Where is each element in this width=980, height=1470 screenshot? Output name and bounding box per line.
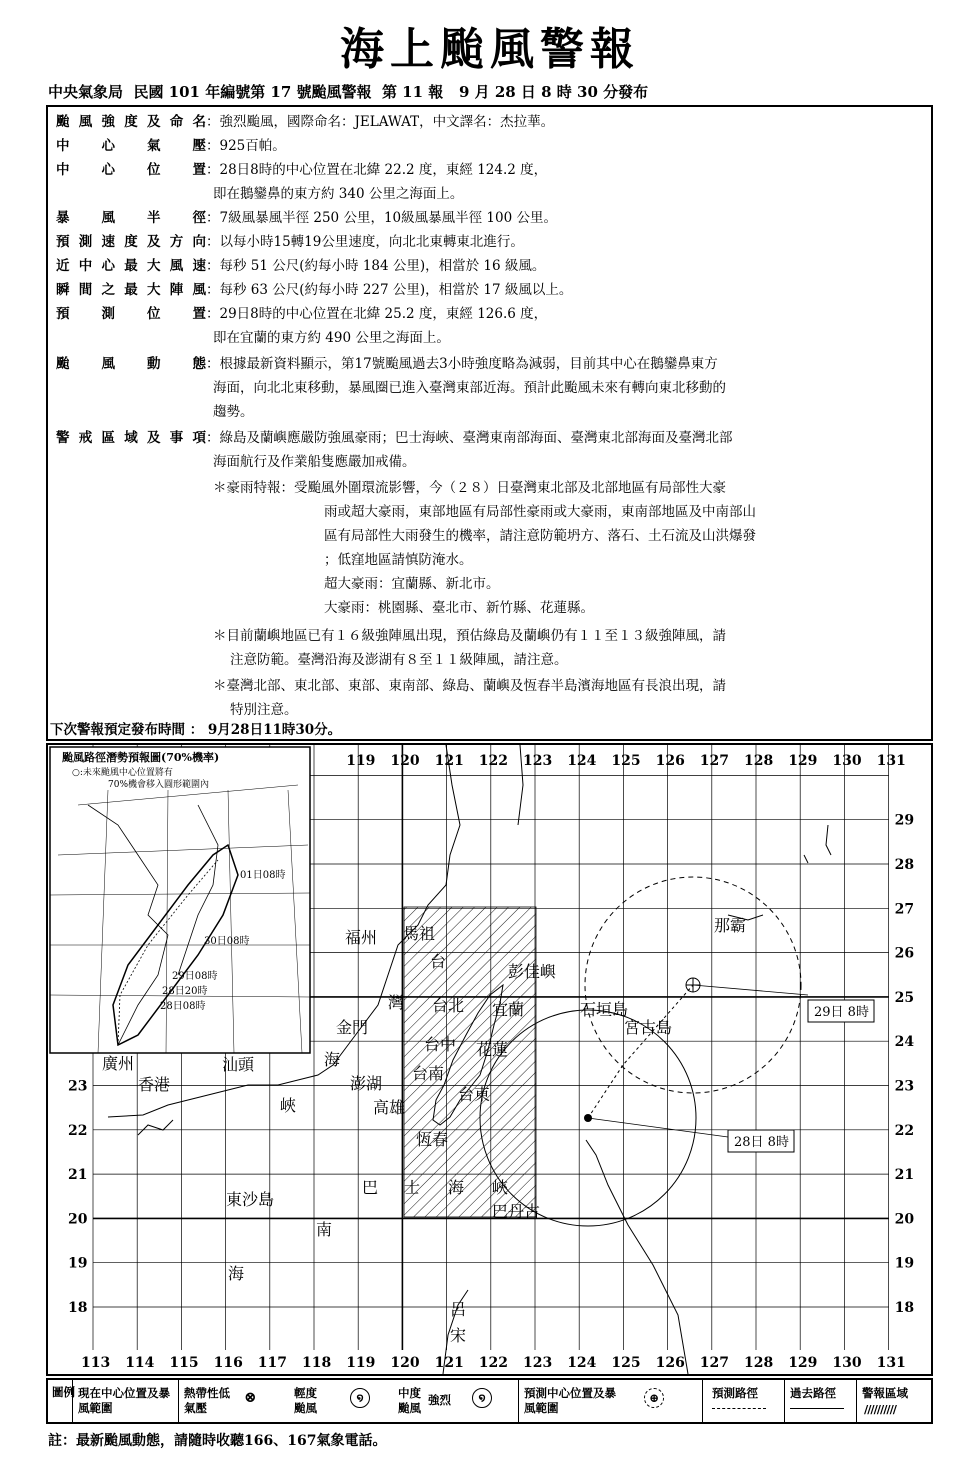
- place-hualien: 花蓮: [476, 1040, 509, 1059]
- info-label: 近中心最大風速: [56, 258, 206, 274]
- forecast-continuation: 即在宜蘭的東方約 490 公里之海面上。: [213, 330, 450, 346]
- info-value: ：925百帕。: [206, 138, 286, 154]
- lat-label-right: 19: [894, 1255, 915, 1272]
- legend-warning-area: 警報區域: [862, 1386, 908, 1400]
- legend-moderate: 中度颱風: [398, 1386, 421, 1415]
- inset-time-28-20: 28日20時: [162, 986, 208, 997]
- info-row-speed: [56, 231, 524, 253]
- lat-label-right: 28: [894, 857, 915, 873]
- wind-note-2: 注意防範。臺灣沿海及澎湖有８至１１級陣風，請注意。: [230, 652, 568, 668]
- lat-label-right: 23: [894, 1078, 915, 1095]
- info-label: 預測速度及方向: [56, 234, 206, 250]
- lat-label-right: 27: [894, 901, 915, 918]
- legend-forecast-center: 預測中心位置及暴風範圍: [524, 1386, 616, 1415]
- place-taipei: 台北: [432, 996, 465, 1015]
- info-row-center: [56, 159, 547, 181]
- place-song: 宋: [450, 1326, 467, 1345]
- rain-note-2: 雨或超大豪雨，東部地區有局部性豪雨或大豪雨，東南部地區及中南部山: [324, 504, 756, 520]
- place-tainan: 台南: [412, 1064, 445, 1083]
- place-tai: 台: [430, 952, 447, 971]
- lat-label-right: 18: [894, 1300, 915, 1316]
- lon-label-bottom: 115: [169, 1355, 199, 1371]
- info-row-gust: [56, 279, 572, 301]
- place-hai3: 海: [448, 1178, 465, 1197]
- lat-label-left: 20: [68, 1211, 88, 1228]
- warning-continuation: 海面航行及作業船隻應嚴加戒備。: [213, 454, 416, 470]
- info-label: 警戒區域及事項: [56, 430, 206, 446]
- dynamics-continuation-1: 海面，向北北東移動，暴風圈已進入臺灣東部近海。預計此颱風未來有轉向東北移動的: [213, 380, 726, 396]
- lat-label-right: 25: [894, 989, 915, 1006]
- wind-note-1: ＊目前蘭嶼地區已有１６級強陣風出現，預估綠島及蘭嶼仍有１１至１３級強陣風，請: [213, 628, 726, 644]
- legend-title: 圖例: [52, 1385, 75, 1399]
- rain-note-6: 大豪雨：桃園縣、臺北市、新竹縣、花蓮縣。: [324, 600, 594, 616]
- info-value: ：每秒 51 公尺(約每小時 184 公里)，相當於 16 級風。: [206, 258, 546, 274]
- inset-time-28-08: 28日08時: [160, 1001, 206, 1012]
- lon-label-bottom: 123: [523, 1355, 553, 1371]
- place-hongkong: 香港: [138, 1075, 171, 1094]
- legend-tropical: 熱帶性低氣壓: [184, 1386, 230, 1415]
- lat-label-left: 21: [68, 1167, 88, 1184]
- info-row-dynamics: [56, 353, 718, 375]
- info-label: 瞬間之最大陣風: [56, 282, 206, 298]
- info-value: ：29日8時的中心位置在北緯 25.2 度，東經 126.6 度，: [206, 306, 548, 322]
- inset-note-2: 70%機會移入圓形範圍內: [108, 780, 210, 790]
- lat-label-right: 21: [894, 1167, 915, 1184]
- lat-label-right: 24: [894, 1034, 915, 1051]
- info-value: ：以每小時15轉19公里速度，向北北東轉東北進行。: [206, 234, 524, 250]
- inset-map: [50, 747, 310, 1053]
- forecast-center-icon: ⊕: [644, 1388, 664, 1408]
- info-row-name: [56, 111, 554, 133]
- place-ishigaki: 石垣島: [580, 1000, 629, 1019]
- info-label: 中心位置: [56, 162, 206, 178]
- lon-label-bottom: 113: [81, 1355, 111, 1371]
- info-label: 颱風動態: [56, 356, 206, 372]
- typhoon-info-box: [46, 105, 933, 741]
- place-mazu: 馬祖: [403, 924, 436, 943]
- lon-label-bottom: 125: [611, 1355, 641, 1371]
- rain-note-5: 超大豪雨：宜蘭縣、新北市。: [324, 576, 500, 592]
- place-shi: 士: [404, 1178, 421, 1197]
- inset-time-30: 30日08時: [204, 936, 250, 947]
- info-row-warning: [56, 427, 733, 449]
- next-report-time: 下次警報預定發布時間 ： 9月28日11時30分。: [50, 722, 342, 738]
- info-row-forecast-position: [56, 303, 547, 325]
- info-value: ：綠島及蘭嶼應嚴防強風豪雨；巴士海峽、臺灣東南部海面、臺灣東北部海面及臺灣北部: [206, 430, 733, 446]
- place-taizhong: 台中: [424, 1035, 457, 1054]
- place-batan: 巴丹古: [492, 1202, 541, 1221]
- place-kaohsiung: 高雄: [373, 1098, 406, 1117]
- place-penghu: 澎湖: [350, 1074, 383, 1093]
- lon-label-top: 129: [788, 753, 818, 769]
- lon-label-top: 123: [523, 753, 553, 769]
- place-wan: 灣: [388, 993, 405, 1012]
- lat-label-left: 19: [68, 1255, 88, 1272]
- place-yilan: 宜蘭: [492, 1000, 525, 1019]
- place-xia2: 峽: [492, 1178, 509, 1197]
- map-canvas: [48, 745, 931, 1374]
- place-pengjia: 彭佳嶼: [508, 962, 557, 981]
- typhoon-track-map: [46, 743, 933, 1376]
- rain-note-4: ；低窪地區請慎防淹水。: [324, 552, 473, 568]
- lon-label-bottom: 130: [832, 1355, 862, 1371]
- lon-label-bottom: 127: [699, 1355, 730, 1371]
- place-dongsha: 東沙島: [226, 1190, 275, 1209]
- label-28-8: 28日 8時: [734, 1135, 789, 1150]
- lat-label-right: 29: [894, 812, 915, 829]
- center-continuation: 即在鵝鑾鼻的東方約 340 公里之海面上。: [213, 186, 464, 202]
- info-value: ：28日8時的中心位置在北緯 22.2 度，東經 124.2 度，: [206, 162, 548, 178]
- lon-label-bottom: 120: [390, 1355, 420, 1371]
- info-row-radius: [56, 207, 557, 229]
- strong-typhoon-icon: ໑: [472, 1388, 492, 1408]
- place-fuzhou: 福州: [345, 928, 378, 947]
- info-value: ：7級風暴風半徑 250 公里，10級風暴風半徑 100 公里。: [206, 210, 557, 226]
- lon-label-bottom: 119: [346, 1355, 376, 1371]
- info-value: ：每秒 63 公尺(約每小時 227 公里)，相當於 17 級風以上。: [206, 282, 573, 298]
- mild-typhoon-icon: ໑: [350, 1388, 370, 1408]
- lon-label-top: 127: [699, 753, 730, 769]
- place-xia: 峽: [280, 1096, 297, 1115]
- legend: [46, 1378, 933, 1424]
- inset-time-01: 01日08時: [240, 870, 286, 881]
- inset-title: 颱風路徑潛勢預報圖(70%機率): [62, 751, 220, 764]
- legend-current: 現在中心位置及暴風範圍: [78, 1386, 170, 1415]
- page-title: 海上颱風警報: [340, 24, 640, 75]
- lon-label-top: 120: [390, 753, 420, 769]
- info-label: 預測位置: [56, 306, 206, 322]
- lon-label-bottom: 114: [125, 1355, 155, 1371]
- issue-line: 中央氣象局 民國 101 年編號第 17 號颱風警報 第 11 報 9 月 28 日 8 時 30 分發布: [48, 83, 649, 101]
- lat-label-right: 26: [894, 945, 915, 962]
- place-naha: 那霸: [714, 916, 747, 935]
- legend-forecast-track: 預測路徑: [712, 1386, 758, 1400]
- place-hai2: 海: [228, 1264, 245, 1283]
- lat-label-right: 22: [894, 1122, 915, 1139]
- place-lu: 呂: [450, 1300, 467, 1319]
- lon-label-top: 124: [567, 753, 597, 769]
- info-row-max-wind: [56, 255, 545, 277]
- wave-note-1: ＊臺灣北部、東北部、東部、東南部、綠島、蘭嶼及恆春半島濱海地區有長浪出現，請: [213, 678, 726, 694]
- info-label: 暴風半徑: [56, 210, 206, 226]
- wave-note-2: 特別注意。: [230, 702, 298, 718]
- lon-label-top: 122: [478, 753, 509, 769]
- place-hengchun: 恆春: [416, 1130, 449, 1149]
- lon-label-bottom: 124: [567, 1355, 597, 1371]
- place-nan: 南: [316, 1220, 333, 1239]
- lat-label-left: 18: [68, 1300, 88, 1316]
- place-shantou: 汕頭: [222, 1055, 255, 1074]
- lat-label-left: 23: [68, 1078, 88, 1095]
- lon-label-bottom: 128: [744, 1355, 774, 1371]
- past-track-icon: [790, 1408, 844, 1409]
- inset-note-1: ○:未來颱風中心位置將有: [72, 768, 173, 778]
- place-taidong: 台東: [458, 1085, 491, 1104]
- lon-label-top: 131: [876, 753, 906, 769]
- lon-label-top: 130: [832, 753, 862, 769]
- footnote: 註：最新颱風動態，請隨時收聽166、167氣象電話。: [48, 1433, 387, 1449]
- lon-label-bottom: 122: [478, 1355, 509, 1371]
- lat-label-right: 20: [894, 1211, 915, 1228]
- lon-label-top: 128: [744, 753, 774, 769]
- place-guangzhou: 廣州: [102, 1054, 135, 1073]
- info-row-pressure: [56, 135, 286, 157]
- forecast-track-icon: [712, 1408, 766, 1409]
- label-29-8: 29日 8時: [814, 1005, 869, 1020]
- info-value: ：根據最新資料顯示，第17號颱風過去3小時強度略為減弱，目前其中心在鵝鑾鼻東方: [206, 356, 718, 372]
- info-value: ：強烈颱風，國際命名：JELAWAT，中文譯名：杰拉華。: [206, 114, 555, 130]
- legend-past-track: 過去路徑: [790, 1386, 836, 1400]
- inset-time-29-08: 29日08時: [172, 971, 218, 982]
- lon-label-top: 126: [655, 753, 685, 769]
- place-kinmen: 金門: [336, 1018, 369, 1037]
- lon-label-bottom: 118: [302, 1355, 332, 1371]
- lon-label-top: 119: [346, 753, 376, 769]
- legend-mild: 輕度颱風: [294, 1386, 317, 1415]
- lon-label-bottom: 131: [876, 1355, 906, 1371]
- lon-label-bottom: 121: [434, 1355, 464, 1371]
- place-miyako: 宮古島: [624, 1018, 673, 1037]
- place-hai: 海: [324, 1050, 341, 1069]
- rain-note-3: 區有局部性大雨發生的機率，請注意防範坍方、落石、土石流及山洪爆發: [324, 528, 756, 544]
- place-ba: 巴: [362, 1178, 379, 1197]
- lon-label-top: 121: [434, 753, 464, 769]
- warning-area-hatch: [404, 907, 536, 1217]
- tropical-low-icon: ⊗: [244, 1388, 257, 1406]
- info-label: 颱風強度及命名: [56, 114, 206, 130]
- legend-strong: 強烈: [428, 1393, 451, 1407]
- info-label: 中心氣壓: [56, 138, 206, 154]
- lon-label-bottom: 117: [257, 1355, 288, 1371]
- dynamics-continuation-2: 趨勢。: [213, 404, 254, 420]
- lon-label-bottom: 129: [788, 1355, 818, 1371]
- warning-area-icon: //////////: [864, 1402, 897, 1416]
- lon-label-bottom: 116: [213, 1355, 243, 1371]
- rain-note-1: ＊豪雨特報：受颱風外圍環流影響，今（２８）日臺灣東北部及北部地區有局部性大豪: [213, 480, 726, 496]
- lon-label-top: 125: [611, 753, 641, 769]
- lon-label-bottom: 126: [655, 1355, 685, 1371]
- lat-label-left: 22: [68, 1122, 88, 1139]
